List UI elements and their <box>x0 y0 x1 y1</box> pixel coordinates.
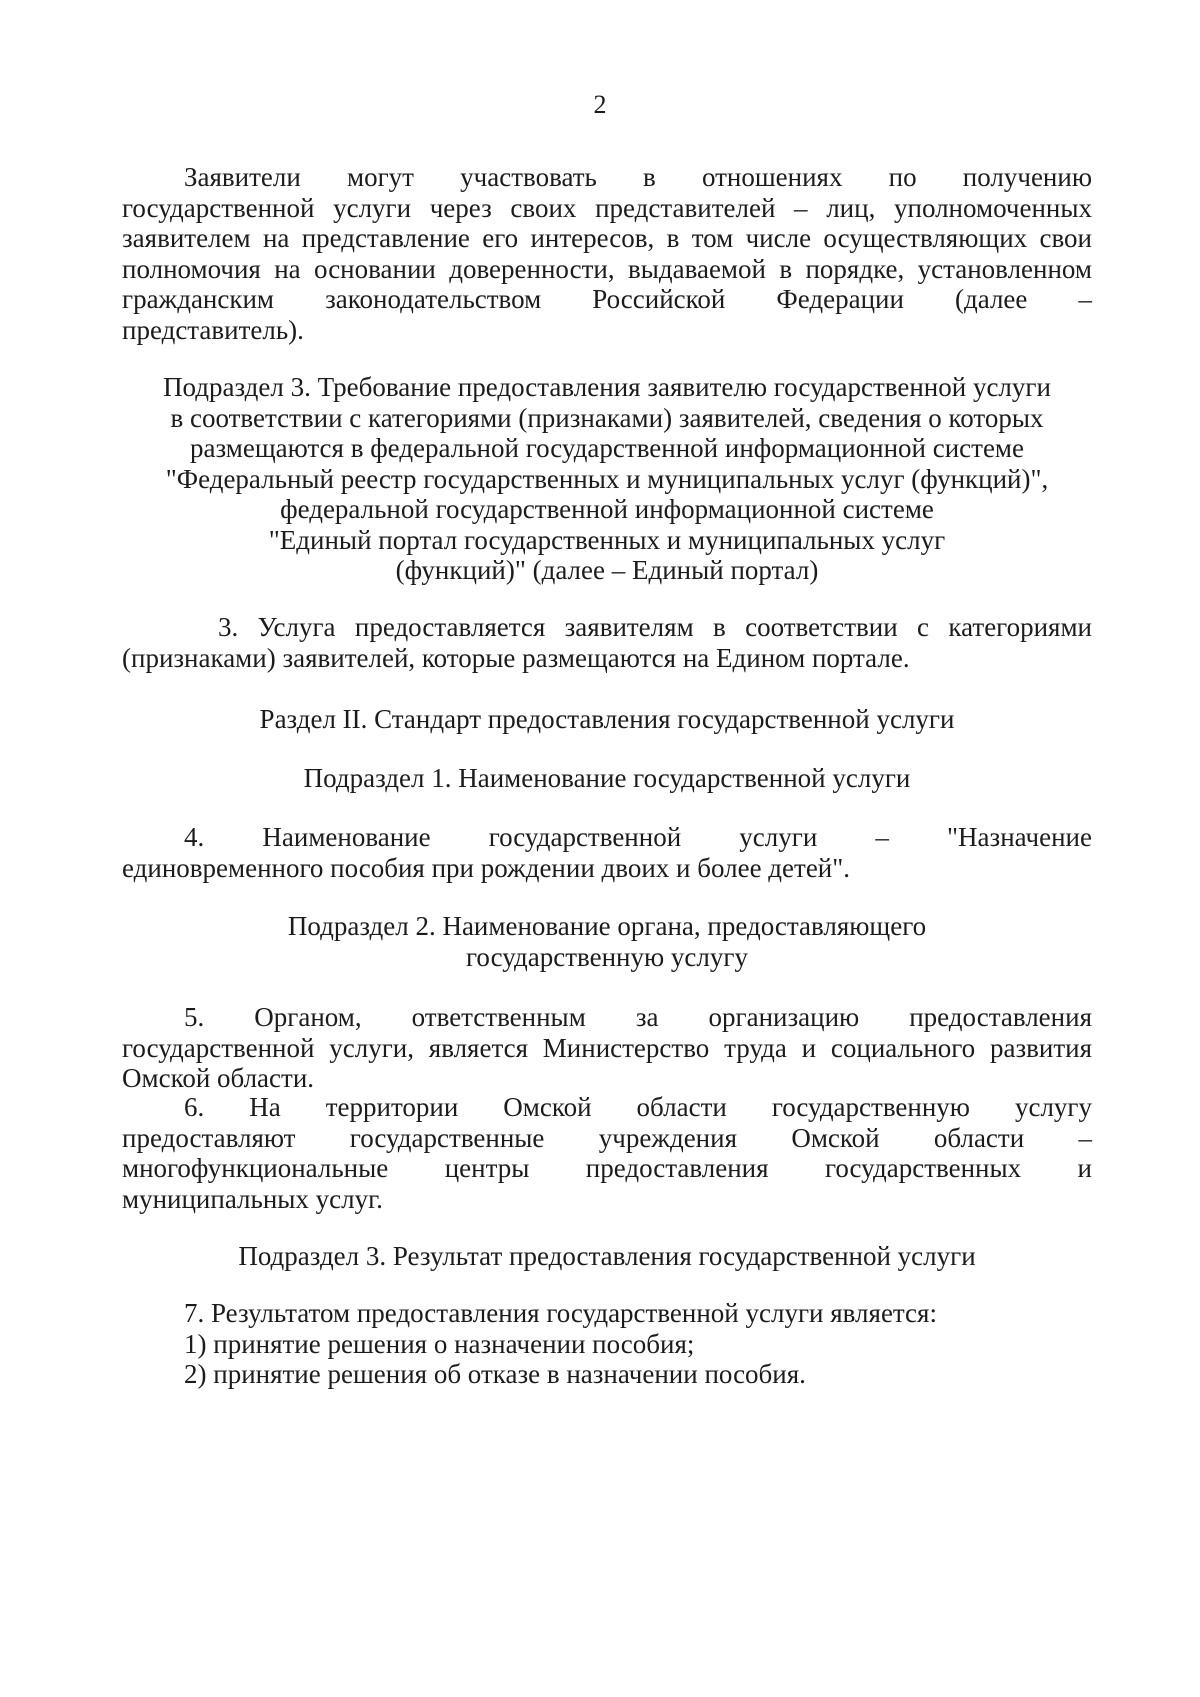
subsection-3-result-heading: Подраздел 3. Результат предоставления государственной услуги <box>238 1241 976 1271</box>
paragraph-3 <box>122 612 1092 673</box>
text-line: 3. Услуга предоставляется заявителям в соответствии с категориями <box>218 612 1092 642</box>
text-line: муниципальных услуг. <box>122 1183 383 1214</box>
paragraph-5 <box>122 1002 1092 1094</box>
text-line: многофункциональные центры предоставления государственных и <box>122 1153 1092 1183</box>
heading-line: Подраздел 3. Требование предоставления заявителю государственной услуги <box>163 372 1051 402</box>
list-item: 2) принятие решения об отказе в назначении пособия. <box>184 1359 806 1389</box>
heading-line: государственную услугу <box>466 941 748 972</box>
text-line: государственной услуги, является Министерство труда и социального развития <box>122 1032 1092 1063</box>
text-line: 4. Наименование государственной услуги – "Назначение <box>184 822 1092 852</box>
heading-line: Подраздел 2. Наименование органа, предоставляющего <box>287 911 927 941</box>
heading-line: (функций)" (далее – Единый портал) <box>395 555 819 585</box>
subsection-1-heading: Подраздел 1. Наименование государственной услуги <box>303 763 911 793</box>
paragraph-6 <box>122 1092 1092 1214</box>
list-item: 1) принятие решения о назначении пособия; <box>184 1328 695 1359</box>
paragraph-representatives <box>122 162 1092 345</box>
text-line: полномочия на основании доверенности, выдаваемой в порядке, установленном <box>122 253 1092 284</box>
text-line: представитель). <box>122 314 304 345</box>
page-number: 2 <box>593 90 607 119</box>
heading-line: федеральной государственной информационной системе <box>280 494 934 524</box>
subsection-2-heading <box>122 911 1092 972</box>
heading-line: в соответствии с категориями (признаками) заявителей, сведения о которых <box>170 402 1044 433</box>
heading-line: размещаются в федеральной государственной информационной системе <box>189 433 1025 463</box>
text-line: предоставляют государственные учреждения Омской области – <box>122 1122 1092 1153</box>
text-line: 7. Результатом предоставления государственной услуги является: <box>184 1298 937 1328</box>
text-line: Заявители могут участвовать в отношениях по получению <box>184 162 1092 192</box>
text-line: единовременного пособия при рождении двоих и более детей". <box>122 852 851 883</box>
text-line: 5. Органом, ответственным за организацию предоставления <box>184 1002 1092 1032</box>
text-line: 6. На территории Омской области государственную услугу <box>184 1092 1092 1122</box>
section-2-heading: Раздел II. Стандарт предоставления государственной услуги <box>259 704 955 734</box>
text-line: заявителем на представление его интересов, в том числе осуществляющих свои <box>122 223 1092 253</box>
text-line: государственной услуги через своих представителей – лиц, уполномоченных <box>122 192 1092 223</box>
paragraph-4 <box>122 822 1092 883</box>
heading-line: "Единый портал государственных и муниципальных услуг <box>268 524 946 555</box>
subsection-3-heading <box>122 372 1092 586</box>
text-line: гражданским законодательством Российской Федерации (далее – <box>122 284 1092 314</box>
text-line: Омской области. <box>122 1063 315 1093</box>
paragraph-7 <box>122 1298 1092 1390</box>
heading-line: "Федеральный реестр государственных и муниципальных услуг (функций)", <box>165 463 1049 494</box>
text-line: (признаками) заявителей, которые размещаются на Едином портале. <box>122 642 910 673</box>
